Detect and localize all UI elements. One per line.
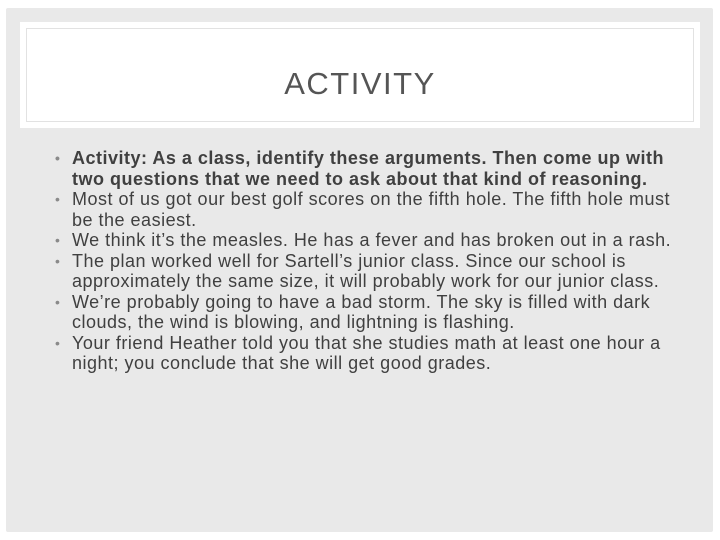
title-band bbox=[20, 22, 700, 128]
title-frame bbox=[26, 28, 694, 122]
bullet-marker: • bbox=[55, 293, 61, 310]
bullet-text: The plan worked well for Sartell’s junior class. Since our school is approximately the same size, it will probably work for our junior class. bbox=[72, 250, 660, 291]
bullet-text: Activity: As a class, identify these arguments. Then come up with two questions that we need to ask about that kind of reasoning. bbox=[72, 148, 664, 189]
bullet-text: We’re probably going to have a bad storm. The sky is filled with dark clouds, the wind is blowing, and lightning is flashing. bbox=[72, 291, 651, 332]
bullet-item bbox=[52, 148, 688, 189]
bullet-marker: • bbox=[55, 232, 61, 248]
bullet-text: Most of us got our best golf scores on the fifth hole. The fifth hole must be the easiest. bbox=[72, 189, 670, 230]
bullet-item bbox=[52, 292, 688, 333]
bullet-text: Your friend Heather told you that she studies math at least one hour a night; you conclude that she will get good grades. bbox=[72, 332, 661, 373]
bullet-item bbox=[52, 189, 688, 230]
bullet-item bbox=[52, 251, 688, 292]
bullet-marker: • bbox=[55, 191, 61, 207]
bullet-list bbox=[52, 148, 688, 374]
bullet-marker: • bbox=[55, 150, 61, 166]
slide bbox=[6, 8, 713, 532]
bullet-marker: • bbox=[55, 334, 61, 351]
bullet-marker: • bbox=[55, 252, 61, 269]
bullet-item bbox=[52, 333, 688, 374]
bullet-text: We think it’s the measles. He has a fever and has broken out in a rash. bbox=[72, 230, 672, 250]
slide-title: ACTIVITY bbox=[284, 66, 436, 101]
bullet-item bbox=[52, 230, 688, 251]
